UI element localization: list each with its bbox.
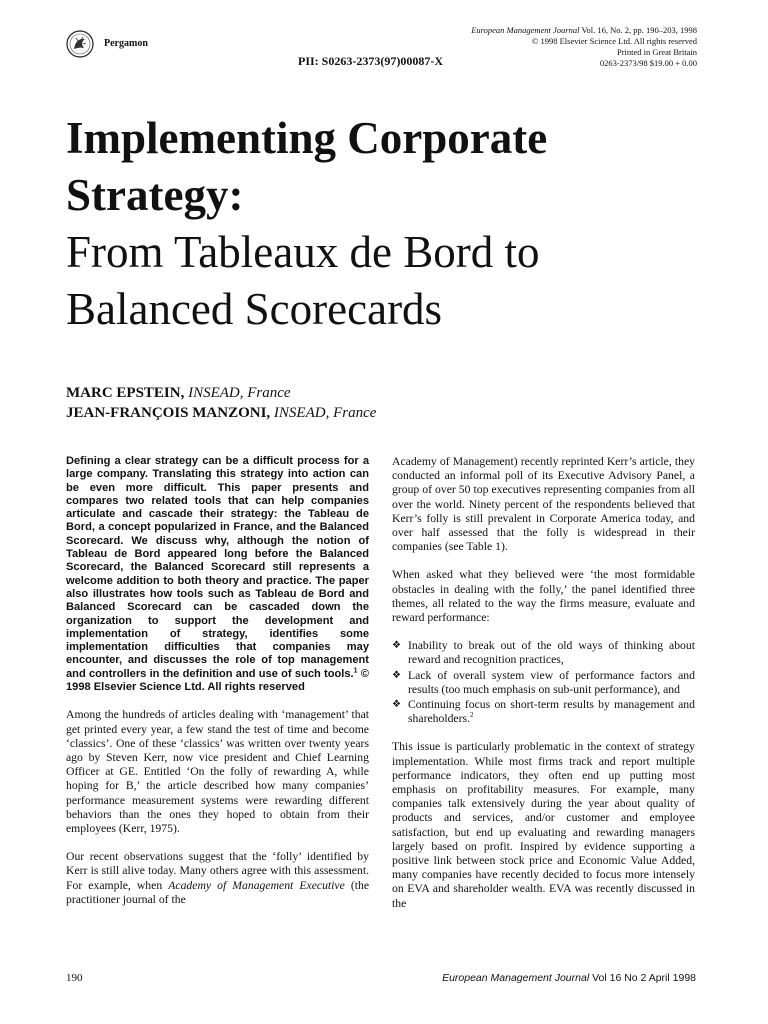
journal-name: European Management Journal bbox=[471, 25, 580, 35]
journal-title-ref: Academy of Management Executive bbox=[168, 878, 345, 892]
footer-journal: European Management Journal bbox=[442, 972, 590, 984]
body-text: Our recent observations suggest that the ‘folly’ identified by Kerr is still alive today. Many others agree with this assessment. For example, when bbox=[66, 850, 369, 892]
title-subtitle: From Tableaux de Bord to Balanced Scorecards bbox=[66, 227, 540, 334]
author-affiliation: INSEAD, France bbox=[273, 405, 377, 421]
footer-issue: Vol 16 No 2 April 1998 bbox=[589, 972, 696, 984]
author-2 bbox=[66, 403, 376, 423]
abstract-text: Defining a clear strategy can be a difficult process for a large company. Translating this strategy into action can be even more difficult. This paper presents and compares two related tools that can help companies articulate and cascade their strategy: the Tableau de Bord, a concept popularized in France, and the Balanced Scorecard. We discuss why, although the notion of Tableau de Bord appeared long before the Balanced Scorecard, the Balanced Scorecard still represents a welcome addition to both theory and practice. The paper also illustrates how tools such as Tableau de Bord and Balanced Scorecard can be cascaded down the organization to support the development and implementation of strategy, identifies some implementation difficulties that companies may encounter, and discusses the role of top management and controllers in the definition and use of such tools. bbox=[66, 455, 369, 680]
right-column bbox=[392, 455, 695, 911]
list-item-text: Lack of overall system view of performance factors and results (too much emphasis on sub-unit performance), and bbox=[408, 668, 695, 696]
diamond-bullet-icon: ❖ bbox=[392, 669, 401, 681]
author-affiliation: INSEAD, France bbox=[188, 385, 291, 401]
list-item bbox=[392, 698, 695, 726]
journal-info bbox=[377, 25, 697, 69]
author-1 bbox=[66, 383, 376, 403]
article-title bbox=[66, 110, 716, 338]
journal-issue: Vol. 16, No. 2, pp. 190–203, 1998 bbox=[579, 25, 697, 35]
list-item-text: Inability to break out of the old ways of thinking about reward and recognition practices, bbox=[408, 639, 695, 667]
running-footer bbox=[442, 972, 696, 984]
list-item bbox=[392, 639, 695, 667]
author-name: MARC EPSTEIN, bbox=[66, 385, 185, 401]
pii-identifier: PII: S0263-2373(97)00087-X bbox=[298, 54, 443, 68]
publisher-logo bbox=[66, 30, 94, 58]
abstract bbox=[66, 455, 369, 694]
diamond-bullet-icon: ❖ bbox=[392, 699, 401, 711]
body-paragraph: When asked what they believed were ‘the most formidable obstacles in dealing with the folly,’ the panel identified three themes, all related to the way the firms measure, evaluate and reward performance: bbox=[392, 568, 695, 625]
copyright-line: © 1998 Elsevier Science Ltd. All rights reserved bbox=[531, 36, 697, 46]
title-main: Implementing Corporate Strategy: bbox=[66, 113, 548, 220]
abstract-copyright: © 1998 Elsevier Science Ltd. All rights reserved bbox=[66, 667, 369, 694]
diamond-bullet-icon: ❖ bbox=[392, 640, 401, 652]
left-column bbox=[66, 455, 369, 907]
body-paragraph: This issue is particularly problematic in the context of strategy implementation. While most firms track and report multiple performance indicators, they often end up putting most emphasis on profitability measures. For example, many companies talk extensively during the year about quality of products and services, and/or customer and employee satisfaction, but end up evaluating and rewarding managers largely based on profit. Inspired by evidence supporting a positive link between stock price and Economic Value Added, many companies have recently decided to focus more intensely on EVA and shareholder wealth. EVA was recently discussed in the bbox=[392, 740, 695, 910]
list-item-text: Continuing focus on short-term results by management and shareholders. bbox=[408, 698, 695, 726]
printed-line: Printed in Great Britain bbox=[616, 47, 697, 57]
page-number: 190 bbox=[66, 972, 83, 984]
body-text: (the practitioner journal of the bbox=[66, 878, 370, 906]
author-list bbox=[66, 383, 376, 423]
body-paragraph: Among the hundreds of articles dealing with ‘management’ that get printed every year, a few stand the test of time and become ‘classics’. One of these ‘classics’ was written over twenty years ago by Steven Kerr, now vice president and Chief Learning Officer at GE. Entitled ‘On the folly of rewarding A, while hoping for B,’ the article described how many companies’ performance measurement systems were rewarding different behaviors than the ones they hoped to obtain from their employees (Kerr, 1975). bbox=[66, 708, 369, 835]
issn-price: 0263-2373/98 $19.00 + 0.00 bbox=[599, 58, 697, 68]
body-paragraph bbox=[66, 850, 369, 907]
author-name: JEAN-FRANÇOIS MANZONI, bbox=[66, 405, 271, 421]
footnote-ref: 1 bbox=[353, 667, 358, 675]
publisher-name: Pergamon bbox=[104, 38, 148, 49]
body-paragraph: Academy of Management) recently reprinted Kerr’s article, they conducted an informal poll of its Executive Advisory Panel, a group of over 50 top executives representing companies from all over the world. Ninety percent of the respondents believed that Kerr’s folly is still prevalent in Corporate America today, and over half assessed that the folly is widespread in their companies (see Table 1). bbox=[392, 455, 695, 554]
footnote-ref: 2 bbox=[470, 711, 474, 720]
list-item bbox=[392, 669, 695, 697]
bullet-list bbox=[392, 639, 695, 726]
